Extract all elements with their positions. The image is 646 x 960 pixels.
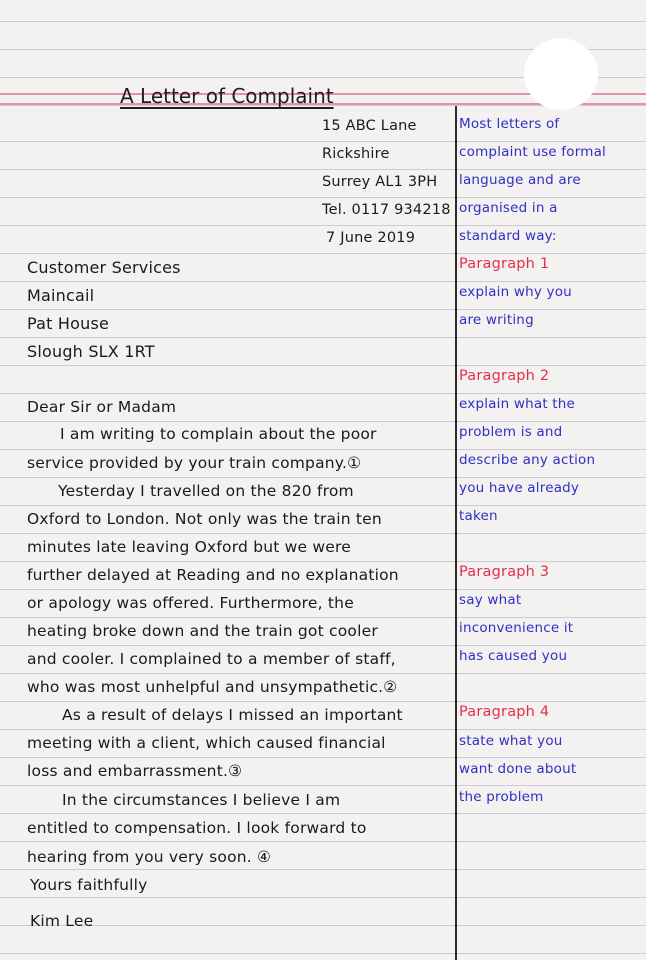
sender-address-line: Rickshire (322, 146, 390, 162)
recipient-address-line: Slough SLX 1RT (27, 342, 155, 361)
body-line: hearing from you very soon. ④ (27, 848, 272, 866)
body-line: I am writing to complain about the poor (60, 425, 377, 443)
margin-note-line: the problem (459, 789, 544, 805)
body-line: service provided by your train company.① (27, 454, 362, 472)
margin-note-line: you have already (459, 480, 580, 496)
signature: Kim Lee (30, 912, 94, 930)
margin-note-line: complaint use formal (459, 144, 607, 160)
recipient-address-line: Customer Services (27, 258, 181, 277)
margin-note-line: language and are (459, 172, 581, 188)
body-line: As a result of delays I missed an important (62, 706, 403, 724)
body-line: meeting with a client, which caused financial (27, 734, 386, 752)
margin-note-line: explain why you (459, 284, 572, 300)
letter-date: 7 June 2019 (326, 230, 416, 246)
closing: Yours faithfully (30, 876, 148, 894)
body-line: who was most unhelpful and unsympathetic.② (27, 678, 398, 696)
paragraph-1-heading: Paragraph 1 (459, 256, 550, 272)
margin-line (455, 106, 457, 960)
body-line: further delayed at Reading and no explanation (27, 566, 399, 584)
margin-note-line: problem is and (459, 424, 563, 440)
margin-note-line: explain what the (459, 396, 576, 412)
body-line: and cooler. I complained to a member of staff, (27, 650, 396, 668)
paragraph-3-heading: Paragraph 3 (459, 564, 550, 580)
body-line: loss and embarrassment.③ (27, 762, 243, 780)
margin-note-line: want done about (459, 761, 577, 777)
body-line: minutes late leaving Oxford but we were (27, 538, 351, 556)
recipient-address-line: Pat House (27, 314, 110, 333)
punched-hole (524, 38, 598, 110)
body-line: or apology was offered. Furthermore, the (27, 594, 354, 612)
margin-note-line: Most letters of (459, 116, 560, 132)
sender-address-line: 15 ABC Lane (322, 118, 417, 134)
body-line: heating broke down and the train got cooler (27, 622, 378, 640)
margin-note-line: organised in a (459, 200, 558, 216)
letter-title: A Letter of Complaint (120, 84, 334, 108)
paragraph-2-heading: Paragraph 2 (459, 368, 550, 384)
margin-note-line: describe any action (459, 452, 596, 468)
margin-note-line: are writing (459, 312, 534, 328)
margin-note-line: say what (459, 592, 522, 608)
margin-note-line: state what you (459, 733, 563, 749)
margin-note-line: standard way: (459, 228, 557, 244)
body-line: entitled to compensation. I look forward to (27, 819, 367, 837)
body-line: Oxford to London. Not only was the train ten (27, 510, 382, 528)
body-line: Yesterday I travelled on the 820 from (58, 482, 354, 500)
margin-note-line: inconvenience it (459, 620, 574, 636)
sender-address-line: Tel. 0117 934218 (322, 202, 451, 218)
sender-address-line: Surrey AL1 3PH (322, 174, 438, 190)
salutation: Dear Sir or Madam (27, 398, 177, 416)
margin-note-line: has caused you (459, 648, 568, 664)
margin-note-line: taken (459, 508, 498, 524)
recipient-address-line: Maincail (27, 286, 95, 305)
body-line: In the circumstances I believe I am (62, 791, 341, 809)
paragraph-4-heading: Paragraph 4 (459, 704, 550, 720)
